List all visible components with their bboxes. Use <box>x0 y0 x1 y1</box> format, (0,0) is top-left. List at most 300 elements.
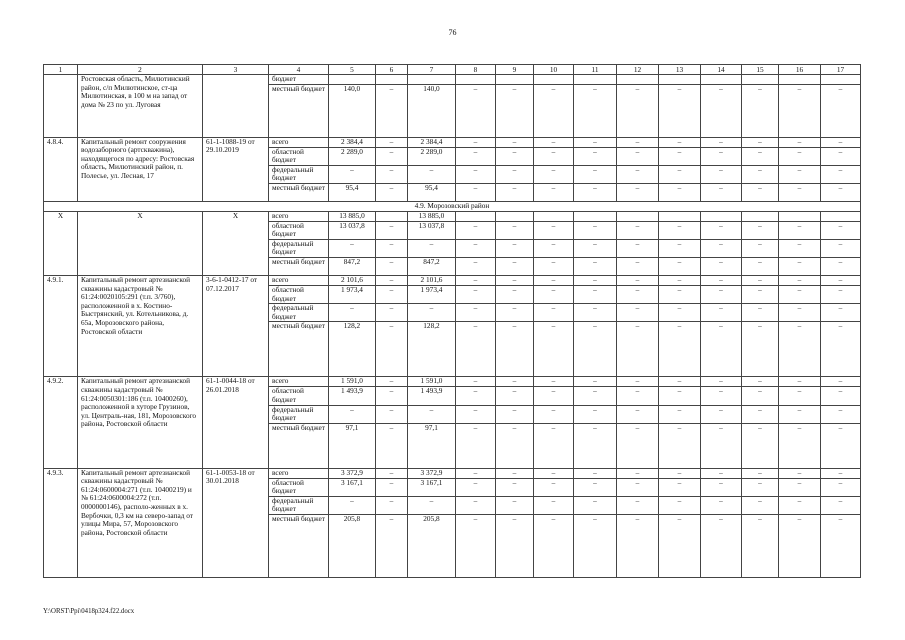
value-cell: – <box>456 239 496 257</box>
value-cell: – <box>376 515 408 578</box>
value-cell: – <box>456 165 496 183</box>
budget-type: местный бюджет <box>269 515 329 578</box>
value-cell: – <box>534 515 574 578</box>
value-cell: – <box>456 257 496 275</box>
value-cell: – <box>821 257 861 275</box>
value-cell: – <box>701 405 742 423</box>
value-cell: – <box>617 275 659 285</box>
value-cell: – <box>659 478 701 496</box>
value-cell: 1 973,4 <box>408 285 456 303</box>
header-cell: 6 <box>376 65 408 75</box>
value-cell: – <box>574 165 617 183</box>
value-cell: – <box>456 147 496 165</box>
value-cell: – <box>659 275 701 285</box>
value-cell: – <box>742 285 779 303</box>
value-cell: – <box>659 183 701 201</box>
value-cell: – <box>701 515 742 578</box>
value-cell: – <box>821 515 861 578</box>
document-number: Х <box>203 211 269 275</box>
object-description: Капитальный ремонт артезианской скважины кадастровый № 61:24:0600004:271 (т.п. 10400219) и № 61:24:0600004:272 (т.п. 0000000146), располо-женных в х. Вербочки, 0,3 км на северо-запад от улицы Мира, 57, Морозовского района, Ростовской области <box>78 468 203 577</box>
value-cell: – <box>742 257 779 275</box>
value-cell: – <box>659 387 701 405</box>
value-cell: – <box>742 468 779 478</box>
value-cell: – <box>376 377 408 387</box>
value-cell: – <box>701 387 742 405</box>
value-cell: – <box>496 275 534 285</box>
value-cell: – <box>496 257 534 275</box>
document-number: 61-1-0053-18 от 30.01.2018 <box>203 468 269 577</box>
value-cell: – <box>456 304 496 322</box>
value-cell: – <box>456 285 496 303</box>
value-cell: 95,4 <box>329 183 376 201</box>
budget-type: федеральный бюджет <box>269 496 329 514</box>
value-cell: – <box>574 478 617 496</box>
value-cell: – <box>456 468 496 478</box>
value-cell: – <box>574 515 617 578</box>
value-cell: – <box>779 515 821 578</box>
value-cell: – <box>376 275 408 285</box>
value-cell: – <box>617 515 659 578</box>
object-description: Капитальный ремонт артезианской скважины кадастровый № 61:24:0020105:291 (т.п. 3/760), расположенной в х. Костино-Быстрянский, ул. Котельникова, д. 65а, Морозовского района, Ростовской области <box>78 275 203 376</box>
section-title: 4.9. Морозовский район <box>44 201 861 211</box>
value-cell: – <box>496 377 534 387</box>
value-cell <box>534 75 574 85</box>
value-cell: 2 289,0 <box>408 147 456 165</box>
value-cell: – <box>779 285 821 303</box>
value-cell: – <box>408 496 456 514</box>
header-cell: 9 <box>496 65 534 75</box>
value-cell: – <box>496 405 534 423</box>
budget-type: федеральный бюджет <box>269 405 329 423</box>
table-row <box>44 137 861 147</box>
value-cell <box>376 211 408 221</box>
value-cell: 3 372,9 <box>408 468 456 478</box>
value-cell: – <box>534 468 574 478</box>
header-cell: 11 <box>574 65 617 75</box>
value-cell: – <box>701 183 742 201</box>
budget-type: областной бюджет <box>269 387 329 405</box>
table-row <box>44 75 861 85</box>
value-cell: – <box>376 137 408 147</box>
value-cell: – <box>534 275 574 285</box>
value-cell: – <box>456 423 496 468</box>
value-cell: 1 591,0 <box>408 377 456 387</box>
budget-type: всего <box>269 377 329 387</box>
value-cell: – <box>701 275 742 285</box>
value-cell: – <box>701 84 742 137</box>
value-cell: – <box>617 221 659 239</box>
value-cell <box>659 75 701 85</box>
value-cell: – <box>742 147 779 165</box>
value-cell: – <box>408 165 456 183</box>
value-cell: – <box>821 183 861 201</box>
value-cell: – <box>821 322 861 377</box>
value-cell: – <box>496 304 534 322</box>
value-cell <box>742 75 779 85</box>
budget-type: федеральный бюджет <box>269 304 329 322</box>
budget-type: областной бюджет <box>269 478 329 496</box>
value-cell: – <box>742 423 779 468</box>
value-cell: – <box>779 468 821 478</box>
value-cell: – <box>574 405 617 423</box>
value-cell <box>574 75 617 85</box>
value-cell: – <box>617 183 659 201</box>
value-cell: 13 885,0 <box>408 211 456 221</box>
value-cell: – <box>821 221 861 239</box>
value-cell: 2 384,4 <box>329 137 376 147</box>
value-cell: – <box>456 322 496 377</box>
value-cell <box>821 211 861 221</box>
budget-type: местный бюджет <box>269 183 329 201</box>
value-cell: – <box>329 165 376 183</box>
value-cell: – <box>617 137 659 147</box>
value-cell: – <box>821 137 861 147</box>
header-cell: 7 <box>408 65 456 75</box>
value-cell: – <box>534 304 574 322</box>
value-cell: 3 167,1 <box>329 478 376 496</box>
value-cell: – <box>701 285 742 303</box>
value-cell: – <box>456 478 496 496</box>
value-cell <box>779 75 821 85</box>
value-cell: – <box>456 84 496 137</box>
value-cell: – <box>534 322 574 377</box>
value-cell: – <box>742 496 779 514</box>
budget-table <box>43 64 861 578</box>
value-cell: 847,2 <box>329 257 376 275</box>
value-cell: – <box>659 423 701 468</box>
value-cell: – <box>701 322 742 377</box>
budget-type: местный бюджет <box>269 322 329 377</box>
budget-type: местный бюджет <box>269 257 329 275</box>
value-cell: – <box>534 147 574 165</box>
value-cell: – <box>779 275 821 285</box>
value-cell: – <box>574 387 617 405</box>
value-cell: – <box>617 468 659 478</box>
value-cell: – <box>574 322 617 377</box>
value-cell: – <box>617 377 659 387</box>
value-cell: – <box>617 304 659 322</box>
value-cell: – <box>329 405 376 423</box>
value-cell: – <box>659 377 701 387</box>
value-cell: – <box>742 515 779 578</box>
value-cell: – <box>376 423 408 468</box>
value-cell: – <box>617 147 659 165</box>
header-cell: 14 <box>701 65 742 75</box>
value-cell: – <box>617 239 659 257</box>
value-cell: – <box>534 423 574 468</box>
value-cell: – <box>659 322 701 377</box>
value-cell: – <box>617 423 659 468</box>
value-cell: – <box>534 405 574 423</box>
object-description: Х <box>78 211 203 275</box>
value-cell: – <box>821 377 861 387</box>
value-cell: – <box>534 239 574 257</box>
value-cell: – <box>496 322 534 377</box>
value-cell: – <box>617 165 659 183</box>
value-cell: 205,8 <box>329 515 376 578</box>
value-cell: – <box>659 515 701 578</box>
table-row <box>44 377 861 387</box>
value-cell: – <box>534 165 574 183</box>
value-cell: – <box>456 183 496 201</box>
value-cell: – <box>659 405 701 423</box>
value-cell: – <box>779 183 821 201</box>
value-cell: – <box>821 84 861 137</box>
value-cell: – <box>408 405 456 423</box>
header-cell: 10 <box>534 65 574 75</box>
item-number-cell: 4.9.2. <box>44 377 78 468</box>
value-cell: – <box>821 147 861 165</box>
header-cell: 13 <box>659 65 701 75</box>
value-cell: – <box>496 496 534 514</box>
value-cell: 847,2 <box>408 257 456 275</box>
value-cell: – <box>659 496 701 514</box>
value-cell: – <box>408 304 456 322</box>
value-cell: – <box>779 137 821 147</box>
budget-type: всего <box>269 275 329 285</box>
value-cell: – <box>534 257 574 275</box>
value-cell: – <box>617 496 659 514</box>
value-cell: – <box>742 137 779 147</box>
value-cell: – <box>376 285 408 303</box>
value-cell: – <box>779 405 821 423</box>
value-cell: 13 037,8 <box>329 221 376 239</box>
section-row <box>44 201 861 211</box>
value-cell <box>701 211 742 221</box>
value-cell: – <box>574 496 617 514</box>
value-cell: – <box>779 239 821 257</box>
value-cell: 3 167,1 <box>408 478 456 496</box>
value-cell <box>456 75 496 85</box>
value-cell: – <box>534 387 574 405</box>
value-cell: – <box>376 183 408 201</box>
value-cell: – <box>701 304 742 322</box>
value-cell: – <box>659 147 701 165</box>
value-cell: – <box>574 147 617 165</box>
header-cell: 1 <box>44 65 78 75</box>
value-cell: – <box>329 496 376 514</box>
budget-type: местный бюджет <box>269 84 329 137</box>
value-cell: – <box>659 468 701 478</box>
value-cell: – <box>779 322 821 377</box>
value-cell: – <box>779 165 821 183</box>
value-cell: – <box>659 137 701 147</box>
budget-type: областной бюджет <box>269 221 329 239</box>
budget-type: федеральный бюджет <box>269 165 329 183</box>
value-cell: – <box>742 84 779 137</box>
header-cell: 17 <box>821 65 861 75</box>
value-cell: – <box>534 84 574 137</box>
value-cell: 2 289,0 <box>329 147 376 165</box>
value-cell: 1 973,4 <box>329 285 376 303</box>
value-cell: – <box>574 239 617 257</box>
value-cell: – <box>574 304 617 322</box>
value-cell: – <box>659 84 701 137</box>
value-cell: 95,4 <box>408 183 456 201</box>
header-cell: 16 <box>779 65 821 75</box>
value-cell: – <box>574 257 617 275</box>
value-cell: – <box>742 377 779 387</box>
value-cell: – <box>496 183 534 201</box>
value-cell: – <box>821 423 861 468</box>
value-cell <box>779 211 821 221</box>
header-cell: 4 <box>269 65 329 75</box>
value-cell: – <box>376 147 408 165</box>
object-description: Капитальный ремонт артезианской скважины кадастровый № 61:24:0050301:186 (т.п. 10400260), расположенной в хуторе Грузинов, ул. Централь-ная, 181, Морозовского района, Ростовской области <box>78 377 203 468</box>
budget-type: всего <box>269 137 329 147</box>
object-description: Ростовская область, Милютинский район, с/п Милютинское, ст-ца Милютинская, в 100 м на запад от дома № 23 по ул. Луговая <box>78 75 203 138</box>
header-cell: 15 <box>742 65 779 75</box>
item-number-cell: 4.9.3. <box>44 468 78 577</box>
value-cell <box>742 211 779 221</box>
value-cell: – <box>496 137 534 147</box>
value-cell: – <box>779 423 821 468</box>
value-cell <box>821 75 861 85</box>
page-number: 76 <box>448 28 457 37</box>
value-cell: – <box>701 239 742 257</box>
value-cell: – <box>574 377 617 387</box>
value-cell: – <box>821 405 861 423</box>
value-cell <box>534 211 574 221</box>
value-cell: – <box>779 496 821 514</box>
value-cell: – <box>496 239 534 257</box>
value-cell: – <box>821 304 861 322</box>
value-cell: – <box>376 304 408 322</box>
value-cell: – <box>617 257 659 275</box>
header-cell: 5 <box>329 65 376 75</box>
budget-type: областной бюджет <box>269 285 329 303</box>
budget-type: всего <box>269 211 329 221</box>
value-cell: – <box>617 84 659 137</box>
table-row <box>44 275 861 285</box>
value-cell: 2 384,4 <box>408 137 456 147</box>
value-cell: – <box>701 137 742 147</box>
value-cell: – <box>456 405 496 423</box>
value-cell <box>617 211 659 221</box>
value-cell: – <box>496 478 534 496</box>
value-cell <box>659 211 701 221</box>
value-cell: – <box>742 165 779 183</box>
value-cell: – <box>376 322 408 377</box>
value-cell: – <box>329 239 376 257</box>
value-cell: – <box>742 275 779 285</box>
header-cell: 12 <box>617 65 659 75</box>
value-cell <box>496 75 534 85</box>
value-cell: – <box>779 257 821 275</box>
value-cell: – <box>779 478 821 496</box>
value-cell: – <box>376 221 408 239</box>
value-cell: – <box>742 183 779 201</box>
value-cell: – <box>742 304 779 322</box>
value-cell: 140,0 <box>329 84 376 137</box>
value-cell: – <box>821 165 861 183</box>
value-cell: – <box>742 322 779 377</box>
header-cell: 8 <box>456 65 496 75</box>
value-cell: 97,1 <box>408 423 456 468</box>
value-cell: – <box>456 221 496 239</box>
budget-type: местный бюджет <box>269 423 329 468</box>
value-cell: 128,2 <box>408 322 456 377</box>
value-cell: – <box>574 275 617 285</box>
budget-type: бюджет <box>269 75 329 85</box>
value-cell: 128,2 <box>329 322 376 377</box>
value-cell: – <box>701 423 742 468</box>
value-cell: – <box>821 239 861 257</box>
value-cell: – <box>574 468 617 478</box>
value-cell: – <box>574 84 617 137</box>
value-cell: – <box>496 515 534 578</box>
value-cell: – <box>701 257 742 275</box>
value-cell: – <box>496 423 534 468</box>
item-number-cell: 4.8.4. <box>44 137 78 201</box>
header-cell: 3 <box>203 65 269 75</box>
value-cell: – <box>659 304 701 322</box>
value-cell: – <box>574 137 617 147</box>
value-cell: – <box>534 285 574 303</box>
value-cell: 1 493,9 <box>329 387 376 405</box>
value-cell: 1 493,9 <box>408 387 456 405</box>
value-cell: – <box>659 285 701 303</box>
value-cell: – <box>659 239 701 257</box>
value-cell <box>574 211 617 221</box>
value-cell: – <box>617 387 659 405</box>
budget-type: областной бюджет <box>269 147 329 165</box>
value-cell: – <box>617 285 659 303</box>
document-number: 61-1-1088-19 от 29.10.2019 <box>203 137 269 201</box>
value-cell: – <box>659 221 701 239</box>
value-cell: – <box>534 377 574 387</box>
table-row <box>44 468 861 478</box>
value-cell: – <box>742 387 779 405</box>
value-cell: – <box>376 405 408 423</box>
object-description: Капитальный ремонт сооружения водозаборного (артскважина), находящегося по адресу: Ростовская область, Милютинский район, п. Полесье, ул. Лесная, 17 <box>78 137 203 201</box>
header-row <box>44 65 861 75</box>
value-cell: – <box>701 147 742 165</box>
value-cell: – <box>496 285 534 303</box>
value-cell: – <box>742 405 779 423</box>
document-number: 3-6-1-0412-17 от 07.12.2017 <box>203 275 269 376</box>
value-cell: – <box>779 304 821 322</box>
value-cell: – <box>574 285 617 303</box>
value-cell: – <box>779 147 821 165</box>
value-cell: – <box>617 405 659 423</box>
value-cell: – <box>496 387 534 405</box>
value-cell: – <box>742 478 779 496</box>
value-cell: – <box>659 165 701 183</box>
value-cell <box>701 75 742 85</box>
value-cell: – <box>701 165 742 183</box>
value-cell <box>456 211 496 221</box>
value-cell <box>496 211 534 221</box>
value-cell: 140,0 <box>408 84 456 137</box>
value-cell: – <box>408 239 456 257</box>
value-cell: – <box>456 275 496 285</box>
value-cell: – <box>376 84 408 137</box>
value-cell: – <box>617 478 659 496</box>
item-number-cell <box>44 75 78 138</box>
value-cell: – <box>574 221 617 239</box>
value-cell: – <box>376 387 408 405</box>
value-cell: – <box>456 515 496 578</box>
value-cell: – <box>821 275 861 285</box>
value-cell <box>617 75 659 85</box>
value-cell: – <box>376 468 408 478</box>
value-cell: – <box>376 257 408 275</box>
value-cell: – <box>456 377 496 387</box>
value-cell: – <box>742 239 779 257</box>
value-cell: – <box>456 137 496 147</box>
value-cell: – <box>779 221 821 239</box>
